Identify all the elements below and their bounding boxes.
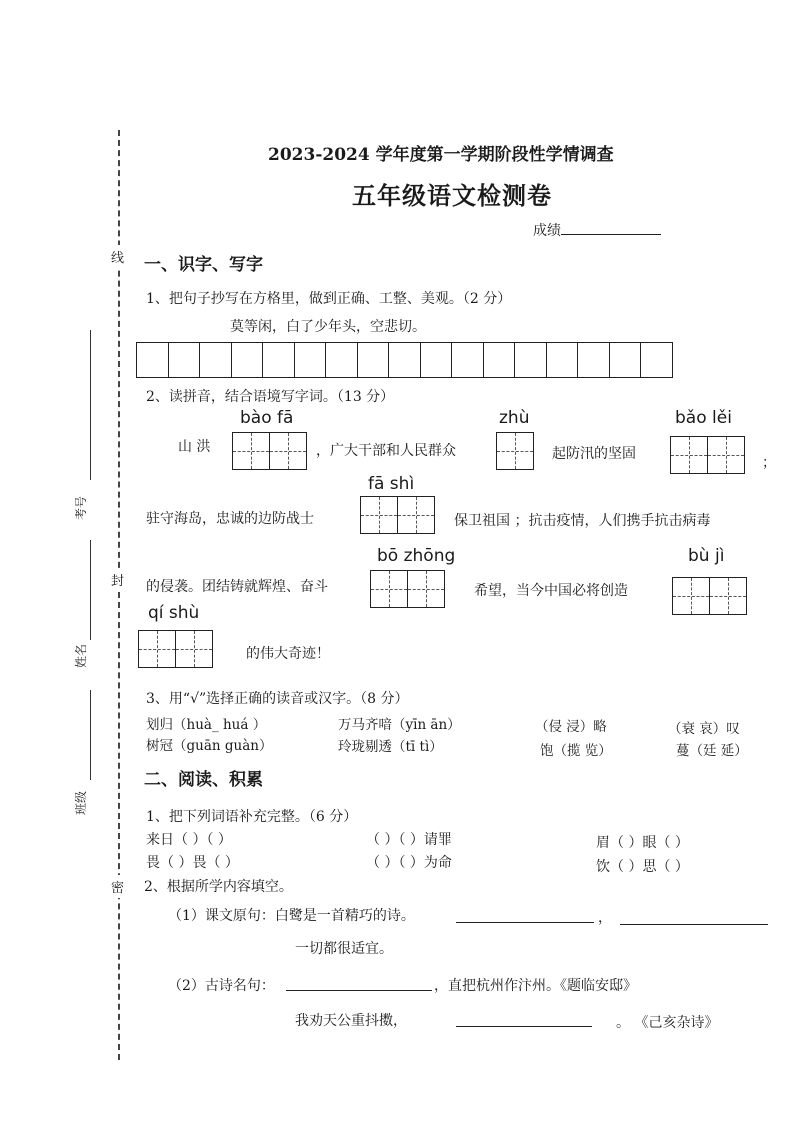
score-label: 成绩	[533, 223, 561, 239]
q2-line1-a: 山 洪	[178, 439, 211, 455]
s2-q2-p3-a: 我劝天公重抖擞，	[295, 1013, 407, 1029]
copy-grid-cell[interactable]	[137, 343, 169, 377]
copy-grid-cell[interactable]	[169, 343, 201, 377]
answer-line-2[interactable]	[620, 924, 768, 925]
copy-grid-cell[interactable]	[610, 343, 642, 377]
tianzige-cell[interactable]	[371, 571, 408, 607]
exam-number-label: 考号	[74, 495, 88, 520]
s1-q1-sentence: 莫等闲，白了少年头，空悲切。	[230, 319, 426, 335]
answer-box-baofa[interactable]	[232, 432, 307, 470]
s2-q2-p1-a: （1）课文原句：白鹭是一首精巧的诗。	[168, 908, 415, 924]
s2-q2-p1-c: 一切都很适宜。	[295, 941, 393, 957]
binding-word-xian: 线	[111, 245, 124, 268]
tianzige-cell[interactable]	[710, 578, 746, 614]
copy-grid-cell[interactable]	[263, 343, 295, 377]
name-label: 姓名	[74, 643, 88, 668]
q2-line1-d: ；	[762, 455, 776, 471]
copy-grid-cell[interactable]	[421, 343, 453, 377]
q3-item-3[interactable]: （侵 浸）略	[535, 719, 607, 735]
tianzige-cell[interactable]	[398, 497, 434, 533]
tianzige-cell[interactable]	[176, 631, 212, 667]
answer-box-buji[interactable]	[672, 577, 747, 615]
q2-line3-b: 希望，当今中国必将创造	[474, 583, 628, 599]
tianzige-cell[interactable]	[708, 437, 744, 473]
tianzige-cell[interactable]	[139, 631, 176, 667]
q3-item-8[interactable]: 蔓（廷 延）	[676, 743, 748, 759]
class-line[interactable]	[90, 690, 91, 780]
s2-q2-text: 2、根据所学内容填空。	[144, 879, 293, 895]
copy-grid-cell[interactable]	[452, 343, 484, 377]
copy-grid[interactable]	[136, 342, 673, 378]
s2-q1-item-6[interactable]: 饮（ ）思（ ）	[596, 859, 689, 875]
q3-item-7[interactable]: 饱（揽 览）	[540, 743, 612, 759]
pinyin-qishu: qí shù	[148, 603, 200, 623]
q2-line2-a: 驻守海岛，忠诚的边防战士	[146, 511, 314, 527]
q2-line2-b: 保卫祖国 ；抗击疫情，人们携手抗击病毒	[454, 513, 711, 529]
s2-q1-item-5[interactable]: （ ）（ ）为命	[366, 855, 452, 871]
answer-box-qishu[interactable]	[138, 630, 213, 668]
answer-box-bozhong[interactable]	[370, 570, 445, 608]
copy-grid-cell[interactable]	[389, 343, 421, 377]
s1-q3-text: 3、用“√”选择正确的读音或汉字。（8 分）	[146, 691, 409, 707]
copy-grid-cell[interactable]	[484, 343, 516, 377]
s2-q2-p3-b: 。 《己亥杂诗》	[616, 1015, 719, 1031]
class-label: 班级	[74, 790, 88, 815]
q3-item-6[interactable]: 玲珑剔透（tī tì）	[338, 739, 443, 755]
tianzige-cell[interactable]	[233, 433, 270, 469]
s2-q2-p2-b: ，直把杭州作汴州。《题临安邸》	[434, 978, 637, 994]
q2-line4-a: 的伟大奇迹！	[246, 646, 330, 662]
copy-grid-cell[interactable]	[326, 343, 358, 377]
tianzige-cell[interactable]	[361, 497, 398, 533]
q3-item-1[interactable]: 划归（huà_ huá ）	[146, 717, 267, 733]
q3-item-2[interactable]: 万马齐喑（yīn ān）	[338, 717, 461, 733]
answer-box-baolei[interactable]	[670, 436, 745, 474]
copy-grid-cell[interactable]	[515, 343, 547, 377]
answer-box-zhu[interactable]	[496, 432, 534, 470]
q2-line1-c: 起防汛的坚固	[552, 446, 636, 462]
tianzige-cell[interactable]	[671, 437, 708, 473]
pinyin-fashi: fā shì	[368, 474, 415, 494]
q2-line1-b: ，广大干部和人民群众	[316, 443, 456, 459]
pinyin-bozhong: bō zhōng	[377, 546, 456, 566]
s2-q1-item-1[interactable]: 来日（ ）（ ）	[146, 832, 232, 848]
exam-subtitle: 2023-2024 学年度第一学期阶段性学情调查	[268, 145, 614, 165]
answer-box-fashi[interactable]	[360, 496, 435, 534]
copy-grid-cell[interactable]	[295, 343, 327, 377]
copy-grid-cell[interactable]	[232, 343, 264, 377]
q3-item-5[interactable]: 树冠（guān guàn）	[146, 738, 273, 754]
tianzige-cell[interactable]	[408, 571, 444, 607]
binding-word-feng: 封	[111, 568, 124, 591]
section2-heading: 二、阅读、积累	[144, 770, 263, 790]
exam-title: 五年级语文检测卷	[352, 181, 552, 210]
pinyin-baofa: bào fā	[240, 408, 294, 428]
name-line[interactable]	[90, 540, 91, 640]
exam-number-line[interactable]	[90, 330, 91, 480]
tianzige-cell[interactable]	[497, 433, 533, 469]
s2-q1-item-3[interactable]: 眉（ ）眼（ ）	[596, 835, 689, 851]
copy-grid-cell[interactable]	[547, 343, 579, 377]
pinyin-zhu: zhù	[499, 408, 530, 428]
binding-word-mi: 密	[111, 875, 124, 898]
tianzige-cell[interactable]	[673, 578, 710, 614]
pinyin-baolei: bǎo lěi	[675, 408, 732, 428]
q2-line3-a: 的侵袭。团结铸就辉煌、奋斗	[146, 579, 328, 595]
s2-q2-p1-b: ，	[598, 910, 612, 926]
answer-line-1[interactable]	[456, 922, 594, 923]
pinyin-buji: bù jì	[688, 546, 725, 566]
copy-grid-cell[interactable]	[641, 343, 672, 377]
s2-q1-text: 1、把下列词语补充完整。（6 分）	[146, 809, 358, 825]
q3-item-4[interactable]: （衰 哀）叹	[668, 721, 740, 737]
copy-grid-cell[interactable]	[578, 343, 610, 377]
s2-q2-p2-a: （2）古诗名句：	[168, 978, 275, 994]
s1-q1-text: 1、把句子抄写在方格里，做到正确、工整、美观。（2 分）	[146, 291, 512, 307]
s2-q1-item-4[interactable]: 畏（ ）畏（ ）	[146, 855, 239, 871]
section1-heading: 一、识字、写字	[144, 255, 263, 275]
answer-line-4[interactable]	[456, 1026, 592, 1027]
binding-dashed-line	[118, 130, 120, 1060]
s2-q1-item-2[interactable]: （ ）（ ）请罪	[366, 832, 452, 848]
tianzige-cell[interactable]	[270, 433, 306, 469]
s1-q2-text: 2、读拼音，结合语境写字词。（13 分）	[146, 389, 395, 405]
copy-grid-cell[interactable]	[200, 343, 232, 377]
score-blank[interactable]	[561, 234, 661, 235]
answer-line-3[interactable]	[286, 990, 432, 991]
copy-grid-cell[interactable]	[358, 343, 390, 377]
